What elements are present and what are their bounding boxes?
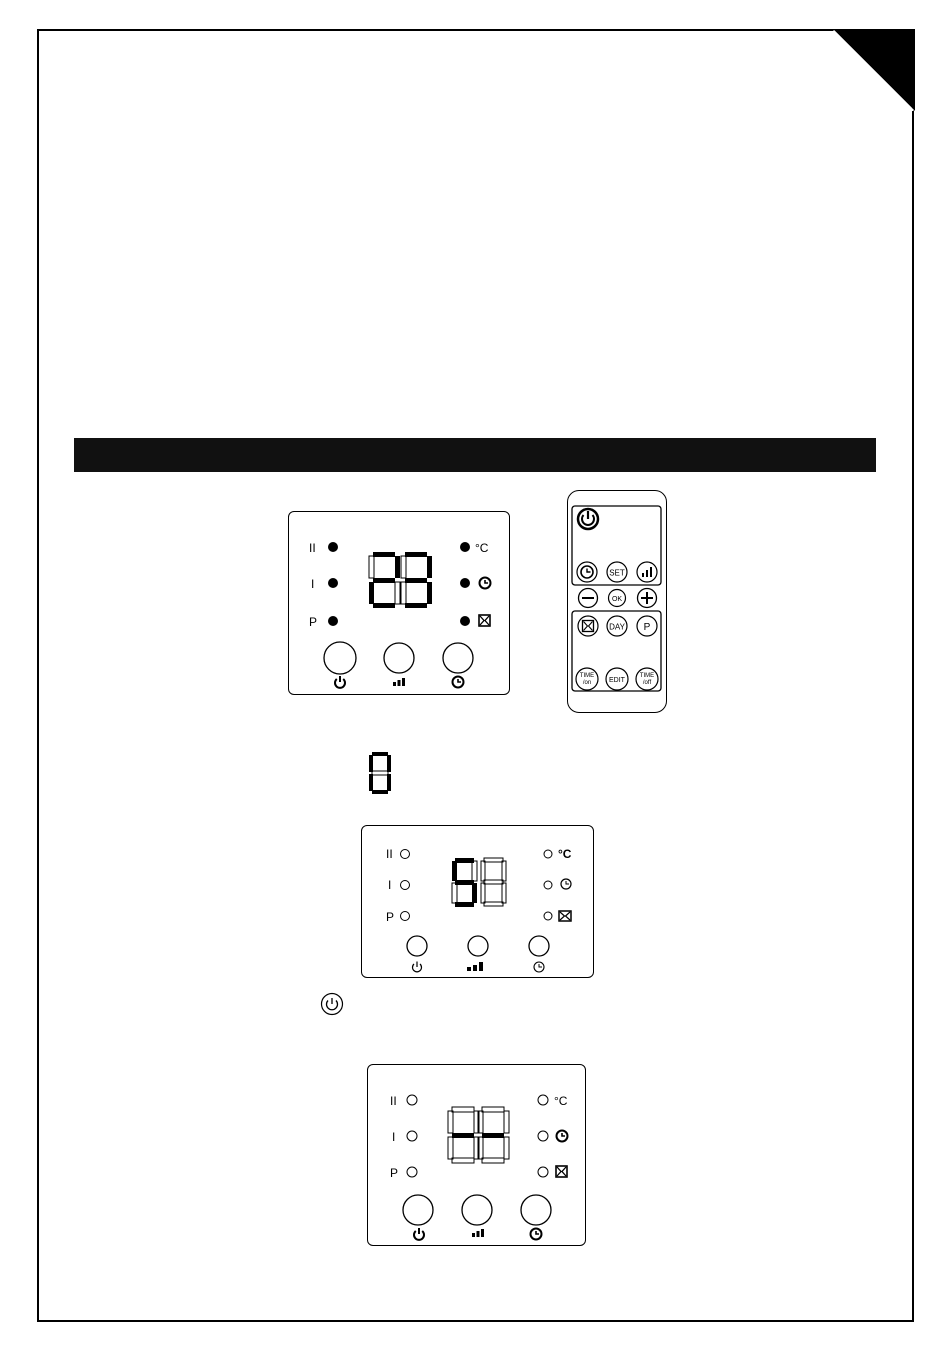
mode-label-i: I [388, 878, 392, 892]
remote-time-on-label-bottom: /on [582, 680, 592, 686]
fan-speed-button[interactable] [384, 643, 414, 673]
fan-bars-icon [393, 678, 405, 686]
led-temperature [544, 850, 552, 858]
led-p [407, 1167, 417, 1177]
celsius-label: °C [554, 1094, 568, 1108]
mode-label-i: I [311, 577, 315, 591]
fan-bars-icon [467, 962, 483, 971]
led-window [544, 912, 552, 920]
remote-ok-label: OK [611, 596, 623, 603]
control-panel-demo-mode [361, 825, 594, 978]
remote-edit-key[interactable] [606, 668, 628, 690]
power-icon [414, 1228, 424, 1240]
control-panel-standby [367, 1064, 586, 1246]
fan-speed-button[interactable] [468, 936, 488, 956]
window-icon [479, 615, 490, 626]
remote-day-key[interactable] [607, 616, 627, 636]
remote-window-key[interactable] [578, 616, 598, 636]
digit-8 [481, 858, 506, 906]
mode-label-ii: II [390, 1094, 397, 1108]
clock-icon [557, 1131, 568, 1142]
digit-s [452, 858, 477, 907]
led-window [538, 1167, 548, 1177]
remote-fan-key[interactable] [637, 562, 657, 582]
power-button[interactable] [324, 642, 356, 674]
remote-time-on-key[interactable] [576, 668, 598, 690]
led-temperature [460, 542, 470, 552]
remote-p-label: P [643, 622, 651, 633]
led-p [401, 912, 410, 921]
window-icon [559, 911, 571, 921]
led-p [328, 616, 338, 626]
led-temperature [538, 1095, 548, 1105]
remote-set-label: SET [609, 568, 625, 578]
led-ii [407, 1095, 417, 1105]
led-i [407, 1131, 417, 1141]
remote-edit-label: EDIT [609, 677, 625, 684]
power-icon [413, 962, 422, 972]
led-timer [538, 1131, 548, 1141]
digit-3 [401, 552, 432, 608]
mode-label-i: I [392, 1130, 396, 1144]
digit-dash-1 [448, 1107, 479, 1163]
remote-time-on-label-top: TIME [579, 673, 595, 679]
segment-digit-eight-value: 8 [369, 752, 370, 753]
digit-dash-2 [478, 1107, 509, 1163]
mode-label-ii: II [386, 847, 393, 861]
clock-icon [561, 879, 571, 889]
led-i [401, 881, 410, 890]
section-header-bar [74, 438, 876, 472]
timer-button[interactable] [529, 936, 549, 956]
mode-label-p: P [390, 1166, 399, 1180]
mode-label-ii: II [309, 541, 316, 555]
led-timer [460, 578, 470, 588]
remote-ok-key[interactable] [609, 590, 626, 607]
led-i [328, 578, 338, 588]
control-panel-main [288, 511, 510, 695]
window-icon [556, 1166, 567, 1177]
timer-icon [531, 1229, 542, 1240]
mode-label-p: P [386, 910, 395, 924]
led-window [460, 616, 470, 626]
power-icon [335, 676, 345, 688]
remote-time-off-label-top: TIME [639, 673, 655, 679]
led-ii [328, 542, 338, 552]
remote-plus-key[interactable] [638, 589, 657, 608]
remote-control [567, 490, 667, 713]
remote-minus-key[interactable] [579, 589, 598, 608]
fan-bars-icon [472, 1229, 484, 1237]
remote-time-off-key[interactable] [636, 668, 658, 690]
celsius-label: °C [558, 847, 572, 861]
celsius-label: °C [475, 541, 489, 555]
segment-digit-eight-icon [369, 752, 391, 796]
mode-label-p: P [309, 615, 318, 629]
remote-p-key[interactable] [637, 616, 657, 636]
remote-day-label: DAY [609, 622, 625, 632]
fan-speed-button[interactable] [462, 1195, 492, 1225]
digit-2 [369, 552, 400, 608]
corner-tab [833, 29, 915, 111]
timer-icon [453, 677, 464, 688]
led-ii [401, 850, 410, 859]
remote-set-key[interactable] [607, 562, 627, 582]
remote-power-key[interactable] [578, 509, 598, 529]
led-timer [544, 881, 552, 889]
clock-icon [480, 578, 491, 589]
timer-button[interactable] [443, 643, 473, 673]
remote-time-off-label-bottom: /off [642, 680, 652, 686]
timer-button[interactable] [521, 1195, 551, 1225]
power-button[interactable] [403, 1195, 433, 1225]
power-button[interactable] [407, 936, 427, 956]
remote-timer-key[interactable] [577, 562, 597, 582]
power-button-icon [320, 992, 344, 1016]
seven-segment-display [369, 552, 432, 608]
seven-segment-display [448, 1107, 509, 1163]
seven-segment-display [452, 858, 506, 907]
timer-icon [534, 962, 544, 972]
